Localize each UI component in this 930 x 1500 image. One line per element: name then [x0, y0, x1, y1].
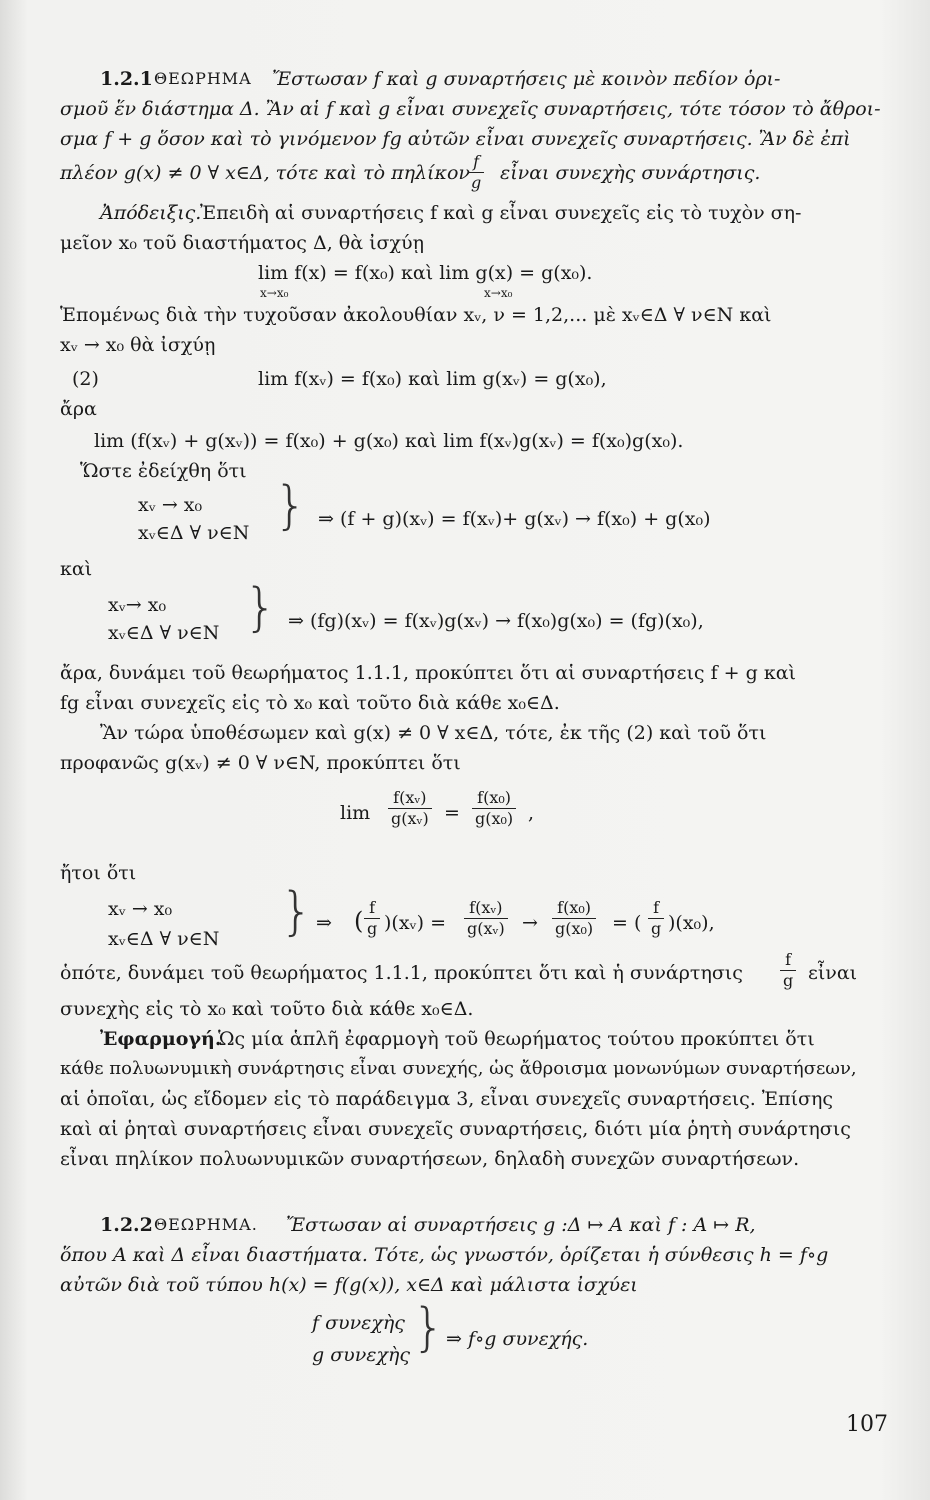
theorem-2-heading: ΘΕΩΡΗΜΑ.	[154, 1215, 258, 1234]
theorem-2-condition-1: f συνεχὴς	[312, 1312, 405, 1334]
fraction-fxv-over-gxv: $\frac{\text{f(xᵥ)}}{\text{g(xᵥ)}}$	[388, 788, 432, 829]
theorem-2-condition-2: g συνεχὴς	[312, 1344, 411, 1366]
system-1-condition-1: xᵥ → x₀	[138, 494, 203, 516]
theorem-1-number: 1.2.1	[100, 68, 153, 90]
system-1-result: ⇒ (f + g)(xᵥ) = f(xᵥ)+ g(xᵥ) → f(x₀) + g(x₀)	[318, 508, 711, 530]
theorem-2-text-1: Ἔστωσαν αἱ συναρτήσεις g :Δ ↦ A καὶ f : A ↦ R,	[286, 1214, 756, 1236]
theorem-2-text-2: ὅπου A καὶ Δ εἶναι διαστήματα. Τότε, ὡς γνωστόν, ὁρίζεται ἡ σύνθεσις h = f∘g	[60, 1244, 829, 1266]
proof-heading: Ἀπόδειξις.	[100, 202, 202, 224]
fraction-f-over-g: $\frac{f}{g}$	[468, 152, 484, 193]
sys3-part-2: )(xᵥ) =	[384, 912, 446, 934]
equation-3-text: lim (f(xᵥ) + g(xᵥ)) = f(x₀) + g(x₀) καὶ lim f(xᵥ)g(xᵥ) = f(x₀)g(x₀).	[94, 430, 684, 452]
arrow: →	[522, 912, 538, 934]
limit-subscript-1: x→x₀	[260, 286, 289, 300]
theorem-2-text-3: αὐτῶν διὰ τοῦ τύπου h(x) = f(g(x)), x∈Δ καὶ μάλιστα ἰσχύει	[60, 1274, 638, 1296]
application-text-1: Ὡς μία ἁπλῆ ἐφαρμογὴ τοῦ θεωρήματος τούτου προκύπτει ὅτι	[218, 1028, 815, 1050]
fraction-fx0-over-gx0-2: $\frac{\text{f(x₀)}}{\text{g(x₀)}}$	[552, 898, 596, 939]
system-2-condition-1: xᵥ→ x₀	[108, 594, 167, 616]
system-2-result: ⇒ (fg)(xᵥ) = f(xᵥ)g(xᵥ) → f(x₀)g(x₀) = (fg)(x₀),	[288, 610, 704, 632]
sys3-end: )(x₀),	[668, 912, 715, 934]
itoi-text: ἤτοι ὅτι	[60, 862, 137, 884]
theorem-1-text-2: σμοῦ ἕν διάστημα Δ. Ἂν αἱ f καὶ g εἶναι συνεχεῖς συναρτήσεις, τότε τόσον τὸ ἄθροι-	[60, 98, 881, 120]
limit-equation-1-text: lim f(x) = f(x₀) καὶ lim g(x) = g(x₀).	[258, 262, 593, 284]
theorem-2-number: 1.2.2	[100, 1214, 153, 1236]
theorem-2-result: ⇒ f∘g συνεχής.	[446, 1328, 589, 1350]
fraction-fx0-over-gx0: $\frac{\text{f(x₀)}}{\text{g(x₀)}}$	[472, 788, 516, 829]
limit-subscript-2: x→x₀	[484, 286, 513, 300]
fraction-f-over-g-3: $\frac{f}{g}$	[648, 898, 664, 939]
proof-text-7: fg εἶναι συνεχεῖς εἰς τὸ x₀ καὶ τοῦτο διὰ κάθε x₀∈Δ.	[60, 692, 560, 714]
proof-text-8: Ἂν τώρα ὑποθέσωμεν καὶ g(x) ≠ 0 ∀ x∈Δ, τότε, ἐκ τῆς (2) καὶ τοῦ ὅτι	[100, 722, 767, 744]
right-brace-icon: }	[274, 476, 308, 536]
page-number: 107	[846, 1412, 888, 1437]
equation-2-text: lim f(xᵥ) = f(x₀) καὶ lim g(xᵥ) = g(x₀),	[258, 368, 607, 390]
proof-text-5: Ὥστε ἐδείχθη ὅτι	[80, 460, 247, 482]
application-text-3: αἱ ὁποῖαι, ὡς εἴδομεν εἰς τὸ παράδειγμα 3, εἶναι συνεχεῖς συναρτήσεις. Ἐπίσης	[60, 1088, 834, 1110]
proof-text-6: ἄρα, δυνάμει τοῦ θεωρήματος 1.1.1, προκύπτει ὅτι αἱ συναρτήσεις f + g καὶ	[60, 662, 796, 684]
theorem-1-text-5: εἶναι συνεχὴς συνάρτησις.	[500, 162, 761, 184]
comma: ,	[528, 802, 535, 824]
proof-text-4: xᵥ → x₀ θὰ ἰσχύῃ	[60, 334, 216, 356]
fraction-f-over-g-2: $\frac{f}{g}$	[364, 898, 380, 939]
equals-sign: =	[444, 802, 460, 824]
theorem-1-text-3: σμα f + g ὅσον καὶ τὸ γινόμενον fg αὐτῶν εἶναι συνεχεῖς συναρτήσεις. Ἂν δὲ ἐπὶ	[60, 128, 851, 150]
right-brace-icon: }	[244, 578, 278, 638]
system-1-condition-2: xᵥ∈Δ ∀ ν∈N	[138, 522, 250, 544]
theorem-1-heading: ΘΕΩΡΗΜΑ	[154, 69, 252, 88]
fraction-fxv-over-gxv-2: $\frac{\text{f(xᵥ)}}{\text{g(xᵥ)}}$	[464, 898, 508, 939]
proof-text-9: προφανῶς g(xᵥ) ≠ 0 ∀ ν∈N, προκύπτει ὅτι	[60, 752, 461, 774]
fraction-f-over-g-4: $\frac{f}{g}$	[780, 950, 796, 991]
ara-text-1: ἄρα	[60, 398, 97, 420]
theorem-1-text-1: Ἔστωσαν f καὶ g συναρτήσεις μὲ κοινὸν πεδίον ὁρι-	[272, 68, 781, 90]
proof-text-10: ὁπότε, δυνάμει τοῦ θεωρήματος 1.1.1, προκύπτει ὅτι καὶ ἡ συνάρτησις	[60, 962, 743, 984]
proof-text-1: Ἐπειδὴ αἱ συναρτήσεις f καὶ g εἶναι συνεχεῖς εἰς τὸ τυχὸν ση-	[200, 202, 802, 224]
proof-text-3: Ἑπομένως διὰ τὴν τυχοῦσαν ἀκολουθίαν xᵥ, ν = 1,2,... μὲ xᵥ∈Δ ∀ ν∈N καὶ	[60, 304, 772, 326]
application-text-2: κάθε πολυωνυμικὴ συνάρτησις εἶναι συνεχής, ὡς ἄθροισμα μονωνύμων συναρτήσεων,	[60, 1058, 857, 1079]
right-brace-icon: }	[280, 882, 314, 942]
theorem-1-text-4: πλέον g(x) ≠ 0 ∀ x∈Δ, τότε καὶ τὸ πηλίκον	[60, 162, 470, 184]
application-heading: Ἐφαρμογή.	[100, 1028, 222, 1050]
implies-arrow: ⇒	[316, 912, 332, 934]
application-text-5: εἶναι πηλίκον πολυωνυμικῶν συναρτήσεων, δηλαδὴ συνεχῶν συναρτήσεων.	[60, 1148, 800, 1170]
right-brace-icon: }	[412, 1298, 446, 1358]
system-2-condition-2: xᵥ∈Δ ∀ ν∈N	[108, 622, 220, 644]
lim-text: lim	[340, 802, 371, 824]
proof-text-10b: εἶναι	[808, 962, 858, 984]
proof-text-2: μεῖον x₀ τοῦ διαστήματος Δ, θὰ ἰσχύῃ	[60, 232, 424, 254]
system-3-condition-2: xᵥ∈Δ ∀ ν∈N	[108, 928, 220, 950]
proof-text-11: συνεχὴς εἰς τὸ x₀ καὶ τοῦτο διὰ κάθε x₀∈Δ.	[60, 998, 474, 1020]
equation-2-label: (2)	[72, 368, 99, 390]
paren-open: (	[354, 907, 364, 935]
system-3-condition-1: xᵥ → x₀	[108, 898, 173, 920]
application-text-4: καὶ αἱ ῥηταὶ συναρτήσεις εἶναι συνεχεῖς συναρτήσεις, διότι μία ῥητὴ συνάρτησις	[60, 1118, 851, 1140]
sys3-equals: = (	[612, 912, 642, 934]
kai-text: καὶ	[60, 558, 93, 580]
